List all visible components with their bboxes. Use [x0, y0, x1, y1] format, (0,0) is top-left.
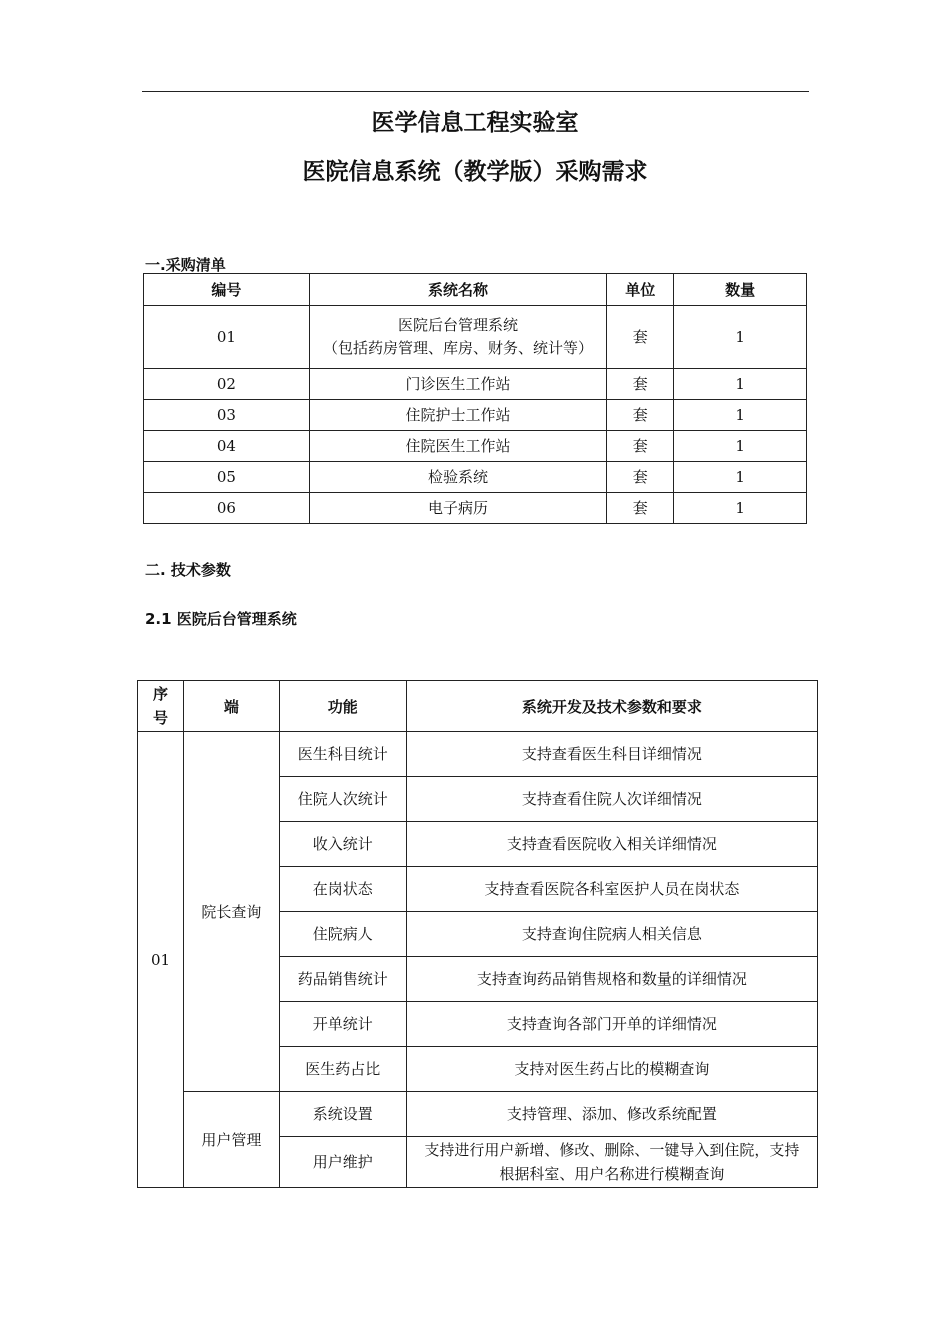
table-header-row — [138, 681, 818, 732]
table-row — [144, 493, 807, 524]
cell-qty: 1 — [674, 400, 807, 431]
cell-unit: 套 — [607, 369, 674, 400]
cell-qty: 1 — [674, 369, 807, 400]
section-heading-purchase-list: 一.采购清单 — [145, 256, 226, 274]
table-row — [144, 431, 807, 462]
table-row — [144, 462, 807, 493]
tech-params-table — [137, 680, 818, 1188]
cell-func: 住院病人 — [279, 912, 406, 957]
page-subtitle: 医院信息系统（教学版）采购需求 — [302, 159, 648, 185]
cell-no: 04 — [144, 431, 310, 462]
cell-req: 支持查询住院病人相关信息 — [406, 912, 817, 957]
cell-no: 06 — [144, 493, 310, 524]
table-row — [144, 306, 807, 369]
cell-name: 电子病历 — [309, 493, 607, 524]
cell-name: 住院护士工作站 — [309, 400, 607, 431]
cell-name: 检验系统 — [309, 462, 607, 493]
cell-name-line: 医院后台管理系统 — [397, 316, 518, 334]
cell-func: 系统设置 — [279, 1092, 406, 1137]
column-header-seq — [138, 681, 184, 732]
cell-func: 医生药占比 — [279, 1047, 406, 1092]
column-header-req: 系统开发及技术参数和要求 — [406, 681, 817, 732]
cell-name: 门诊医生工作站 — [309, 369, 607, 400]
cell-name-line: （包括药房管理、库房、财务、统计等） — [322, 339, 593, 357]
cell-req-line: 支持进行用户新增、修改、删除、一键导入到住院，支持 — [424, 1141, 800, 1159]
page-title: 医学信息工程实验室 — [371, 110, 579, 136]
cell-func: 收入统计 — [279, 822, 406, 867]
table-row — [138, 1092, 818, 1137]
column-header-seq-line: 序 — [152, 685, 168, 703]
table-row — [144, 400, 807, 431]
cell-func: 住院人次统计 — [279, 777, 406, 822]
cell-func: 在岗状态 — [279, 867, 406, 912]
cell-func: 医生科目统计 — [279, 732, 406, 777]
cell-no: 02 — [144, 369, 310, 400]
cell-no: 05 — [144, 462, 310, 493]
cell-req-line: 根据科室、用户名称进行模糊查询 — [499, 1165, 725, 1183]
cell-req: 支持对医生药占比的模糊查询 — [406, 1047, 817, 1092]
cell-no: 03 — [144, 400, 310, 431]
cell-no: 01 — [144, 306, 310, 369]
cell-unit: 套 — [607, 400, 674, 431]
cell-func: 药品销售统计 — [279, 957, 406, 1002]
column-header: 单位 — [607, 274, 674, 306]
subsection-heading: 2.1 医院后台管理系统 — [145, 610, 297, 628]
cell-req: 支持查看住院人次详细情况 — [406, 777, 817, 822]
section-heading-tech-params: 二. 技术参数 — [145, 561, 231, 579]
purchase-list-table — [143, 273, 807, 524]
cell-unit: 套 — [607, 493, 674, 524]
column-header-seq-line: 号 — [152, 709, 168, 727]
column-header-end: 端 — [183, 681, 279, 732]
cell-func: 用户维护 — [279, 1137, 406, 1188]
column-header-func: 功能 — [279, 681, 406, 732]
cell-req: 支持查询各部门开单的详细情况 — [406, 1002, 817, 1047]
cell-qty: 1 — [674, 493, 807, 524]
cell-end: 用户管理 — [183, 1092, 279, 1188]
cell-func: 开单统计 — [279, 1002, 406, 1047]
cell-unit: 套 — [607, 462, 674, 493]
cell-qty: 1 — [674, 306, 807, 369]
cell-name: 住院医生工作站 — [309, 431, 607, 462]
cell-req: 支持查看医院收入相关详细情况 — [406, 822, 817, 867]
cell-req: 支持查看医院各科室医护人员在岗状态 — [406, 867, 817, 912]
cell-end: 院长查询 — [183, 732, 279, 1092]
cell-req: 支持管理、添加、修改系统配置 — [406, 1092, 817, 1137]
cell-req: 支持查看医生科目详细情况 — [406, 732, 817, 777]
top-rule — [142, 91, 809, 92]
cell-unit: 套 — [607, 306, 674, 369]
cell-seq: 01 — [138, 732, 184, 1188]
cell-name — [309, 306, 607, 369]
cell-req — [406, 1137, 817, 1188]
cell-unit: 套 — [607, 431, 674, 462]
column-header: 编号 — [144, 274, 310, 306]
table-header-row — [144, 274, 807, 306]
column-header: 数量 — [674, 274, 807, 306]
cell-req: 支持查询药品销售规格和数量的详细情况 — [406, 957, 817, 1002]
cell-qty: 1 — [674, 431, 807, 462]
table-row — [144, 369, 807, 400]
cell-qty: 1 — [674, 462, 807, 493]
column-header: 系统名称 — [309, 274, 607, 306]
table-row — [138, 732, 818, 777]
